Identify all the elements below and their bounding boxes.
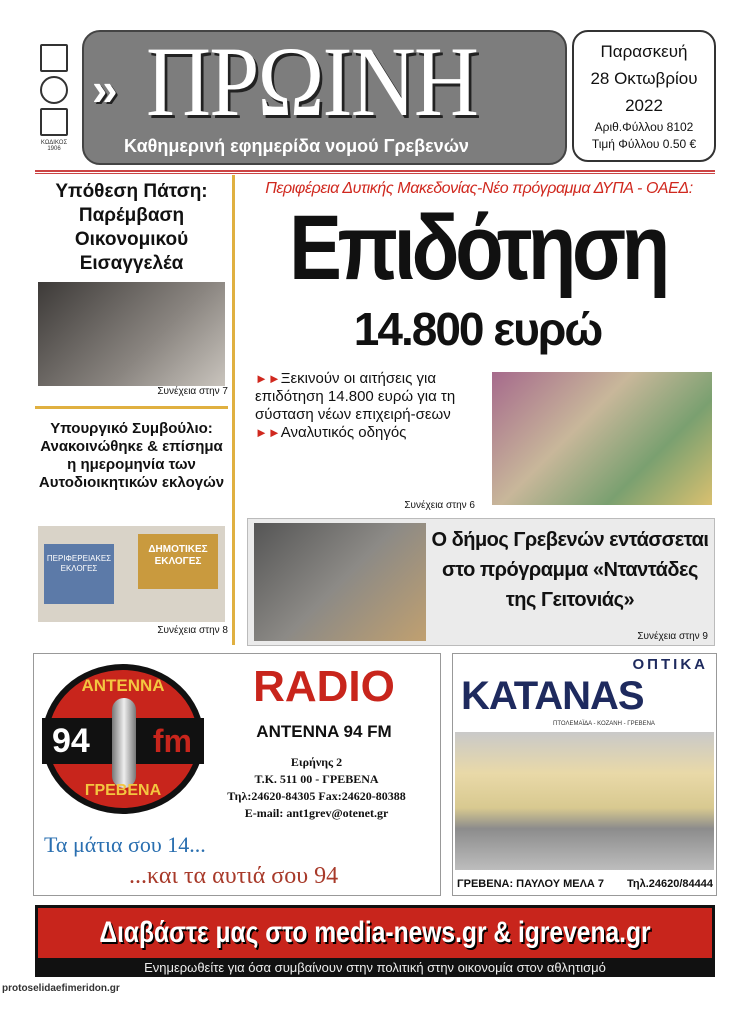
story-patsis[interactable]	[35, 180, 228, 398]
price: Τιμή Φύλλου 0.50 €	[591, 137, 697, 151]
bullet-item: ►►Ξεκινούν οι αιτήσεις για επιδότηση 14.800 ευρώ για τη σύσταση νέων επιχειρή-σεων	[255, 370, 456, 423]
optika-contact: ΓΡΕΒΕΝΑ: ΠΑΥΛΟΥ ΜΕΛΑ 7 Τηλ.24620/84444	[457, 878, 713, 890]
subheadline: 14.800 ευρώ	[353, 303, 602, 355]
double-arrow-icon: ►►	[255, 371, 281, 386]
kids-photo	[254, 523, 426, 641]
double-arrow-icon: ►►	[255, 425, 281, 440]
date-box	[572, 30, 716, 162]
story-photo	[38, 526, 225, 622]
barcode-icon	[40, 108, 68, 136]
story-title[interactable]: Υπουργικό Συμβούλιο: Ανακοινώθηκε & επίσημα η ημερομηνία των Αυτοδιοικητικών εκλογών	[38, 420, 225, 491]
continued-label: Συνέχεια στην 9	[637, 631, 708, 642]
column-divider	[232, 175, 235, 645]
elta-logo-icon	[40, 44, 68, 72]
banner-text[interactable]: Διαβάστε μας στο media-news.gr & igrevena.gr	[99, 916, 651, 949]
kicker: Περιφέρεια Δυτικής Μακεδονίας-Νέο πρόγραμμα ΔΥΠΑ - ΟΑΕΔ:	[265, 180, 693, 197]
banner-box[interactable]	[38, 908, 712, 958]
year: 2022	[625, 96, 663, 115]
story-title[interactable]: Ο δήμος Γρεβενών εντάσσεται στο πρόγραμμα «Νταντάδες της Γειτονιάς»	[431, 529, 709, 611]
side-logos	[36, 40, 72, 152]
bullet-item: ►►Αναλυτικός οδηγός	[255, 424, 407, 441]
continued-label: Συνέχεια στην 7	[157, 386, 228, 397]
money-photo	[492, 372, 712, 505]
radio-logo: ΑΝΤΕΝΝΑ 94 fm ΓΡΕΒΕΝΑ	[42, 664, 204, 814]
code-value: 1906	[47, 146, 61, 152]
optika-ad	[452, 653, 717, 896]
store-photo	[455, 732, 714, 870]
divider	[35, 406, 228, 409]
arrow-icon: »	[92, 63, 118, 115]
radio-ad	[33, 653, 441, 896]
website-banner[interactable]	[35, 905, 715, 977]
bullet-list	[255, 370, 487, 442]
headline[interactable]: Επιδότηση	[289, 197, 666, 299]
continued-label: Συνέχεια στην 8	[157, 625, 228, 636]
newspaper-title: ΠΡΩΙΝΗ	[146, 30, 478, 137]
banner-tagline: Ενημερωθείτε για όσα συμβαίνουν στην πολιτική στην οικονομία στον αθλητισμό	[144, 960, 606, 975]
slogan-2: ...και τα αυτιά σου 94	[129, 863, 339, 889]
slogan-1: Τα μάτια σου 14...	[44, 832, 206, 857]
radio-email[interactable]: E-mail: ant1grev@otenet.gr	[244, 806, 389, 820]
radio-title: RADIO	[253, 662, 395, 711]
optika-label: ΟΠΤΙΚΑ	[632, 656, 708, 673]
masthead	[82, 30, 567, 165]
microphone-icon	[112, 698, 136, 788]
story-photo	[38, 282, 225, 386]
seal-icon	[40, 76, 68, 104]
continued-label: Συνέχεια στην 6	[404, 500, 475, 511]
photo-sign: ΔΗΜΟΤΙΚΕΣ ΕΚΛΟΓΕΣ	[138, 534, 218, 589]
story-title[interactable]: Υπόθεση Πάτση: Παρέμβαση Οικονομικού Εισαγγελέα	[55, 181, 208, 274]
optika-brand: KATANAS	[461, 674, 644, 718]
day: Παρασκευή	[600, 42, 688, 61]
watermark: protoselidaefimeridon.gr	[2, 983, 120, 994]
story-nannies[interactable]	[247, 518, 715, 646]
newspaper-subtitle: Καθημερινή εφημερίδα νομού Γρεβενών	[124, 136, 469, 156]
date: 28 Οκτωβρίου	[590, 69, 698, 88]
header-rule	[35, 170, 715, 174]
radio-contact: Ειρήνης 2 Τ.Κ. 511 00 - ΓΡΕΒΕΝΑ Τηλ:24620-84305 Fax:24620-80388 E-mail: ant1grev@otenet.gr	[194, 754, 439, 822]
code-label: ΚΩΔΙΚΟΣ	[40, 140, 68, 146]
issue-number: Αριθ.Φύλλου 8102	[594, 120, 694, 134]
radio-name: ANTENNA 94 FM	[256, 722, 392, 741]
optika-cities: ΠΤΟΛΕΜΑΪΔΑ - ΚΟΖΑΝΗ - ΓΡΕΒΕΝΑ	[553, 721, 655, 727]
photo-sign: ΠΕΡΙΦΕΡΕΙΑΚΕΣ ΕΚΛΟΓΕΣ	[44, 544, 114, 604]
story-elections[interactable]	[35, 420, 228, 640]
